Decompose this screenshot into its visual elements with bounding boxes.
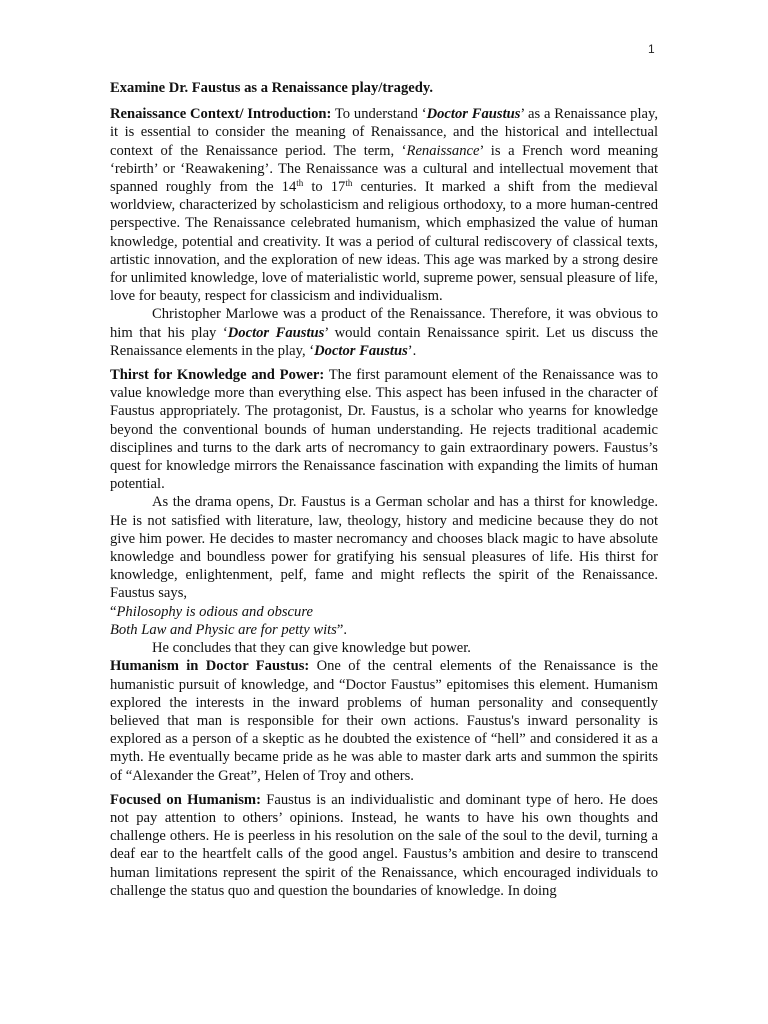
quote-line-2: Both Law and Physic are for petty wits”. bbox=[110, 621, 348, 638]
page-number: 1 bbox=[648, 42, 655, 56]
document-body bbox=[110, 79, 658, 906]
section-heading: Thirst for Knowledge and Power: bbox=[110, 367, 325, 384]
paragraph-conclusion: He concludes that they can give knowledge but power. bbox=[152, 640, 471, 657]
paragraph-thirst-knowledge: Thirst for Knowledge and Power: The first paramount element of the Renaissance was to value knowledge more than everything else. This aspect has been infused in the character of Faustus appropriately. The protagonist, Dr. Faustus, is a scholar who yearns for knowledge beyond the conventional bounds of human understanding. He rejects traditional academic disciplines and turns to the dark arts of necromancy to gain extraordinary powers. Faustus’s quest for knowledge mirrors the Renaissance fascination with expanding the limits of human potential. bbox=[110, 367, 658, 493]
section-heading: Focused on Humanism: bbox=[110, 791, 261, 808]
essay-title: Examine Dr. Faustus as a Renaissance play/tragedy. bbox=[110, 80, 433, 96]
quote-line-1: “Philosophy is odious and obscure bbox=[110, 603, 313, 620]
paragraph-renaissance-context: Renaissance Context/ Introduction: To understand ‘Doctor Faustus’ as a Renaissance play, it is essential to consider the meaning of Renaissance, and the historical and intellectual context of the Renaissance period. The term, ‘Renaissance’ is a French word meaning ‘rebirth’ or ‘Reawakening’. The Renaissance was a cultural and intellectual movement that spanned roughly from the 14th to 17th centuries. It marked a shift from the medieval worldview, characterized by scholasticism and religious orthodoxy, to a more human-centred perspective. The Renaissance celebrated humanism, which emphasized the value of human knowledge, potential and creativity. It was a period of cultural rediscovery of classical texts, artistic innovation, and the exploration of new ideas. This age was marked by a strong desire for unlimited knowledge, love of materialistic world, supreme power, sensual pleasure of life, love for beauty, respect for classicism and individualism. bbox=[110, 106, 658, 305]
play-title: Doctor Faustus bbox=[314, 342, 408, 359]
paragraph-drama-opens: As the drama opens, Dr. Faustus is a German scholar and has a thirst for knowledge. He is not satisfied with literature, law, theology, history and medicine because they do not give him power. He decides to master necromancy and chooses black magic to have absolute knowledge and boundless power for gratifying his sensual pleasures of life. His thirst for knowledge, enlightenment, pelf, fame and might reflects the spirit of the Renaissance. Faustus says, bbox=[110, 494, 658, 602]
paragraph-marlowe: Christopher Marlowe was a product of the Renaissance. Therefore, it was obvious to him that his play ‘Doctor Faustus’ would contain Renaissance spirit. Let us discuss the Renaissance elements in the play, ‘Doctor Faustus’. bbox=[110, 306, 658, 359]
section-heading: Renaissance Context/ Introduction: bbox=[110, 106, 332, 123]
paragraph-focused-humanism: Focused on Humanism: Faustus is an individualistic and dominant type of hero. He does not pay attention to others’ opinions. Instead, he wants to have his own thoughts and challenge others. He is peerless in his resolution on the sale of the soul to the devil, turning a deaf ear to the heartfelt calls of the good angel. Faustus’s ambition and desire to transcend human limitations represent the spirit of the Renaissance, which encouraged individuals to challenge the status quo and question the boundaries of knowledge. In doing bbox=[110, 791, 658, 899]
paragraph-humanism: Humanism in Doctor Faustus: One of the central elements of the Renaissance is the humanistic pursuit of knowledge, and “Doctor Faustus” epitomises this element. Humanism explored the interests in the inward problems of human personality and consequently believed that man is responsible for their own actions. Faustus's inward personality is explored as a person of a skeptic as he doubted the existence of “hell” and considered it as a myth. He eventually became pride as he was able to master dark arts and summon the spirits of “Alexander the Great”, Helen of Troy and others. bbox=[110, 658, 658, 784]
section-heading: Humanism in Doctor Faustus: bbox=[110, 658, 310, 675]
play-title: Doctor Faustus bbox=[227, 324, 325, 341]
play-title: Doctor Faustus bbox=[426, 106, 521, 123]
term-renaissance: Renaissance bbox=[406, 142, 480, 159]
